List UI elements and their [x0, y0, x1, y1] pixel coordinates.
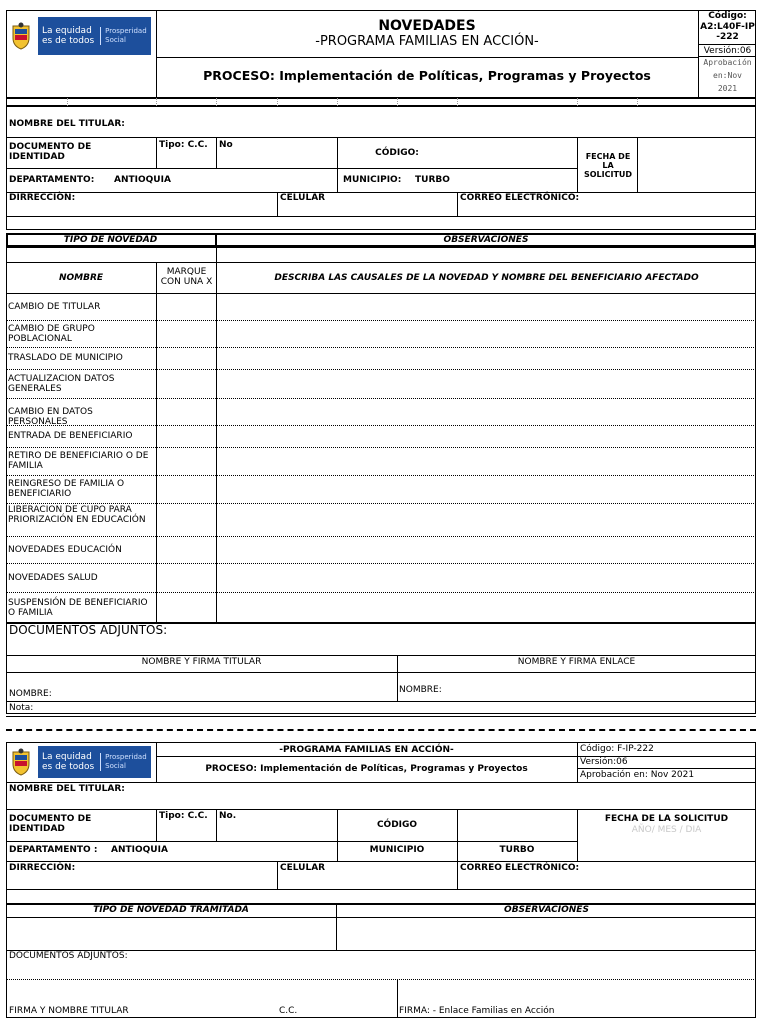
- titular-municipio-label: MUNICIPIO:: [343, 175, 402, 185]
- novedad-observacion-cell[interactable]: [217, 476, 755, 502]
- titular-doc-label: DOCUMENTO DE IDENTIDAD: [9, 142, 92, 162]
- titular-departamento-value: ANTIOQUIA: [114, 175, 171, 185]
- recibo-obs-header: OBSERVACIONES: [504, 905, 589, 915]
- novedad-mark-cell[interactable]: [157, 348, 215, 368]
- novedad-mark-cell[interactable]: [157, 448, 215, 474]
- novedad-mark-cell[interactable]: [157, 537, 215, 562]
- recibo-celular-label: CELULAR: [280, 863, 326, 873]
- titular-tipo-label: Tipo: C.C.: [159, 140, 208, 150]
- recibo-direccion-label: DIRRECCIÒN:: [9, 863, 76, 873]
- cut-line: [6, 729, 756, 731]
- novedad-row-label: CAMBIO DE TITULAR: [8, 301, 101, 312]
- recibo-municipio-value: TURBO: [499, 845, 535, 855]
- recibo-version: Versión:06: [580, 757, 628, 767]
- recibo-nombre-label: NOMBRE DEL TITULAR:: [9, 784, 125, 794]
- logo-org-1: Prosperidad: [105, 27, 147, 35]
- novedad-observacion-cell[interactable]: [217, 593, 755, 622]
- documentos-adjuntos-label: DOCUMENTOS ADJUNTOS:: [9, 623, 168, 637]
- novedad-mark-cell[interactable]: [157, 593, 215, 622]
- novedad-observacion-cell[interactable]: [217, 370, 755, 397]
- firma-nombre-2: NOMBRE:: [399, 685, 442, 695]
- recibo-firma-enlace: FIRMA: - Enlace Familias en Acción: [399, 1006, 555, 1016]
- logo-org-2: Social: [105, 762, 126, 770]
- recibo-fecha-label: FECHA DE LA SOLICITUD: [604, 814, 729, 824]
- logo-line-2: es de todos: [42, 36, 95, 46]
- titular-nombre-label: NOMBRE DEL TITULAR:: [9, 119, 125, 129]
- firma-nombre-1: NOMBRE:: [9, 689, 52, 699]
- doc-proceso: PROCESO: Implementación de Políticas, Programas y Proyectos: [203, 68, 651, 83]
- logo-line-2: es de todos: [42, 762, 95, 772]
- novedades-obs-header: OBSERVACIONES: [443, 235, 529, 245]
- novedad-observacion-cell[interactable]: [217, 448, 755, 474]
- nota-label: Nota:: [9, 703, 34, 713]
- novedad-observacion-cell[interactable]: [217, 564, 755, 591]
- novedad-row-label: NOVEDADES EDUCACIÓN: [8, 544, 122, 555]
- recibo-tipo-header: TIPO DE NOVEDAD TRAMITADA: [93, 905, 249, 915]
- novedades-tipo-header: TIPO DE NOVEDAD: [63, 235, 158, 245]
- novedad-row-label: ACTUALIZACION DATOS GENERALES: [8, 373, 115, 394]
- novedad-observacion-cell[interactable]: [217, 537, 755, 562]
- novedad-row-label: SUSPENSIÓN DE BENEFICIARIO O FAMILIA: [8, 597, 148, 618]
- header-aprobacion-1: Aprobación: [703, 58, 752, 67]
- novedad-mark-cell[interactable]: [157, 294, 215, 319]
- recibo-correo-label: CORREO ELECTRÓNICO:: [460, 863, 580, 873]
- firma-enlace-label: NOMBRE Y FIRMA ENLACE: [517, 657, 636, 667]
- doc-subtitle: -PROGRAMA FAMILIAS EN ACCIÓN-: [315, 34, 539, 49]
- doc-title: NOVEDADES: [378, 18, 476, 34]
- logo-org-1: Prosperidad: [105, 753, 147, 761]
- header-aprobacion-2: en:Nov: [713, 71, 742, 80]
- coat-of-arms-icon: [10, 22, 32, 50]
- novedad-mark-cell[interactable]: [157, 564, 215, 591]
- col-describa: DESCRIBA LAS CAUSALES DE LA NOVEDAD Y NOMBRE DEL BENEFICIARIO AFECTADO: [274, 273, 699, 283]
- titular-fecha-label: FECHA DE LA SOLICITUD: [583, 152, 633, 179]
- novedad-row-label: CAMBIO EN DATOS PERSONALES: [8, 406, 93, 427]
- novedad-mark-cell[interactable]: [157, 476, 215, 502]
- novedad-observacion-cell[interactable]: [217, 399, 755, 424]
- novedad-row-label: TRASLADO DE MUNICIPIO: [8, 353, 123, 363]
- recibo-documentos: DOCUMENTOS ADJUNTOS:: [9, 951, 128, 961]
- novedad-observacion-cell[interactable]: [217, 294, 755, 319]
- novedad-row-label: NOVEDADES SALUD: [8, 572, 98, 583]
- logo-recibo: [10, 746, 151, 778]
- recibo-firma-titular: FIRMA Y NOMBRE TITULAR: [9, 1006, 129, 1016]
- titular-codigo-label: CÓDIGO:: [375, 148, 419, 158]
- recibo-aprobacion: Aprobación en: Nov 2021: [580, 770, 695, 780]
- recibo-cc: C.C.: [279, 1006, 298, 1016]
- novedad-observacion-cell[interactable]: [217, 426, 755, 446]
- novedad-observacion-cell[interactable]: [217, 348, 755, 368]
- titular-direccion-label: DIRRECCIÒN:: [9, 193, 76, 203]
- col-marque: MARQUE CON UNA X: [160, 267, 213, 287]
- recibo-tipo-label: Tipo: C.C.: [159, 811, 208, 821]
- logo: [10, 17, 151, 55]
- titular-no-label: No: [219, 140, 233, 150]
- novedad-mark-cell[interactable]: [157, 426, 215, 446]
- recibo-codigo: Código: F-IP-222: [580, 744, 654, 754]
- titular-correo-label: CORREO ELECTRÓNICO:: [460, 193, 580, 203]
- header-aprobacion-3: 2021: [717, 84, 738, 93]
- novedad-row-label: ENTRADA DE BENEFICIARIO: [8, 431, 133, 441]
- header-codigo-label: Código:: [708, 11, 747, 21]
- recibo-subtitle: -PROGRAMA FAMILIAS EN ACCIÓN-: [279, 745, 454, 755]
- header-version: Versión:06: [703, 46, 752, 56]
- novedad-row-label: CAMBIO DE GRUPO POBLACIONAL: [8, 323, 95, 344]
- novedad-row-label: RETIRO DE BENEFICIARIO O DE FAMILIA: [8, 451, 149, 471]
- novedad-mark-cell[interactable]: [157, 399, 215, 424]
- logo-line-1: La equidad: [42, 752, 92, 762]
- recibo-departamento-value: ANTIOQUIA: [111, 845, 168, 855]
- titular-municipio-value: TURBO: [415, 175, 450, 185]
- recibo-municipio-label: MUNICIPIO: [369, 845, 425, 855]
- novedad-mark-cell[interactable]: [157, 504, 215, 535]
- header-codigo-value: A2:L40F-IP-222: [700, 22, 755, 42]
- col-nombre: NOMBRE: [58, 273, 104, 283]
- recibo-proceso: PROCESO: Implementación de Políticas, Programas y Proyectos: [205, 764, 528, 774]
- recibo-no-label: No.: [219, 811, 237, 821]
- titular-celular-label: CELULAR: [280, 193, 326, 203]
- recibo-departamento-label: DEPARTAMENTO :: [9, 845, 98, 855]
- novedad-observacion-cell[interactable]: [217, 321, 755, 346]
- novedad-row-label: REINGRESO DE FAMILIA O BENEFICIARIO: [8, 479, 125, 499]
- recibo-codigo-label: CÓDIGO: [376, 820, 418, 830]
- novedad-mark-cell[interactable]: [157, 370, 215, 397]
- recibo-doc-label: DOCUMENTO DE IDENTIDAD: [9, 814, 92, 834]
- firma-titular-label: NOMBRE Y FIRMA TITULAR: [141, 657, 262, 667]
- novedad-row-label: LIBERACION DE CUPO PARA PRIORIZACIÓN EN EDUCACIÓN: [8, 505, 146, 525]
- logo-org-2: Social: [105, 36, 126, 44]
- novedad-mark-cell[interactable]: [157, 321, 215, 346]
- novedad-observacion-cell[interactable]: [217, 504, 755, 535]
- titular-departamento-label: DEPARTAMENTO:: [9, 175, 95, 185]
- coat-of-arms-icon: [10, 748, 32, 776]
- recibo-fecha-hint: AÑO/ MES / DIA: [631, 825, 702, 835]
- logo-line-1: La equidad: [42, 26, 92, 36]
